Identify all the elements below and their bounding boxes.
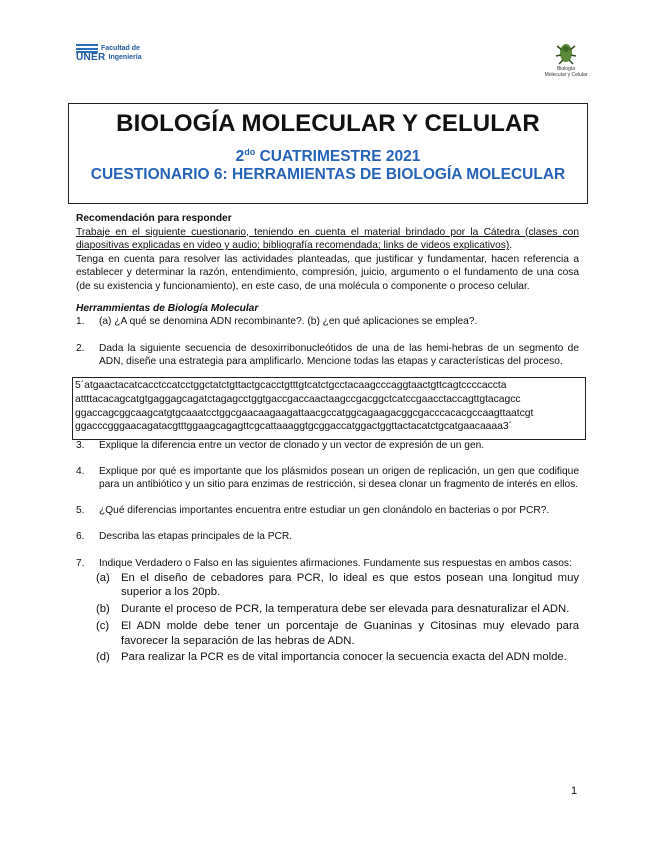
- semester-superscript: do: [244, 147, 256, 157]
- question-text: Indique Verdadero o Falso en las siguientes afirmaciones. Fundamente sus respuestas en ambos casos:: [99, 557, 572, 569]
- course-logo-line1: Biología: [556, 66, 576, 72]
- semester-rest: CUATRIMESTRE 2021: [255, 148, 421, 165]
- dna-sequence-box: [72, 377, 586, 440]
- logo-line1: Facultad de: [101, 45, 140, 52]
- section-title: Herrammientas de Biología Molecular: [76, 302, 259, 314]
- question-7: [76, 557, 579, 571]
- option-d: [96, 650, 579, 665]
- main-title: BIOLOGÍA MOLECULAR Y CELULAR: [116, 110, 540, 137]
- option-b: [96, 602, 579, 617]
- question-text: Explique por qué es importante que los plásmidos posean un origen de replicación, un gen que codifique para un antibiótico y un sitio para enzimas de restricción, si desea clonar un fragmento de interés en ellos.: [99, 465, 579, 491]
- question-number: 4.: [76, 465, 85, 477]
- option-label: (b): [96, 603, 110, 616]
- question-text: Dada la siguiente secuencia de desoxirribonucleótidos de una de las hemi-hebras de un segmento de ADN, diseñe una estrategia para amplificarlo. Mencione todas las etapas y características del proceso.: [99, 342, 579, 368]
- option-label: (a): [96, 571, 110, 584]
- logo-abbr: UNER: [76, 52, 106, 63]
- question-4: [76, 465, 579, 492]
- semester-number: 2: [235, 148, 245, 165]
- course-logo-line2: Molecular y Celular: [544, 72, 588, 78]
- recommendation-underlined-end: .: [509, 240, 513, 252]
- question-text: ¿Qué diferencias importantes encuentra entre estudiar un gen clonándolo en bacterias o por PCR?.: [99, 504, 550, 516]
- question-number: 5.: [76, 504, 85, 516]
- option-label: (c): [96, 619, 110, 632]
- question-6: [76, 530, 579, 544]
- title-box: [68, 103, 588, 204]
- course-logo: [536, 40, 596, 78]
- option-text: Durante el proceso de PCR, la temperatura debe ser elevada para desnaturalizar el ADN.: [121, 603, 570, 616]
- sequence-line-2: attttacacagcatgtgaggagcagatctagagcctggtgaccgaccaactaagccgacggctcatccgaacctaccagttgtacagcc: [75, 393, 521, 405]
- dna-bug-icon: [553, 40, 579, 66]
- recommendation-underlined: Trabaje en el siguiente cuestionario, teniendo en cuenta el material brindado por la Cátedra (clases con diapositivas explicadas en video y audio; bibliografía recomendada; links de videos explicativos): [76, 226, 579, 252]
- logo-line2: Ingeniería: [108, 54, 142, 61]
- recommendation-body: Tenga en cuenta para resolver las actividades planteadas, que justificar y fundamentar, hacen referencia a establecer y determinar la razón, entendimiento, compresión, juicio, argumento o el fundamento de una cosa (de su existencia y funcionamiento), en este caso, de una molécula o componente o proceso celular.: [76, 253, 579, 292]
- sequence-line-3: ggaccagcggcaagcatgtgcaaatcctggcgaacaagaagattaacgccatggcagaagacggcgacccacacgccaagttaatcgt: [75, 407, 534, 419]
- option-c: [96, 619, 579, 649]
- question-5: [76, 504, 579, 518]
- option-label: (d): [96, 651, 110, 664]
- option-text: El ADN molde debe tener un porcentaje de Guaninas y Citosinas muy elevado para favorecer la separación de las hebras de ADN.: [121, 619, 579, 647]
- question-number: 1.: [76, 316, 85, 328]
- question-1: [76, 315, 579, 329]
- question-2: [76, 342, 579, 369]
- question-number: 2.: [76, 342, 85, 354]
- option-a: [96, 571, 579, 601]
- question-number: 3.: [76, 439, 85, 451]
- question-number: 7.: [76, 557, 85, 569]
- recommendation-heading: Recomendación para responder: [76, 213, 232, 224]
- true-false-options: [96, 571, 579, 666]
- sequence-line-1: 5´atgaactacatcacctccatcctggctatctgttactgcacctgtttgtcatctgcctacaagcccaggtaactgttcagtccccaccta: [75, 380, 507, 391]
- quiz-title: CUESTIONARIO 6: HERRAMIENTAS DE BIOLOGÍA MOLECULAR: [90, 166, 566, 183]
- option-text: En el diseño de cebadores para PCR, lo ideal es que estos posean una longitud muy superior a los 20pb.: [121, 571, 579, 599]
- page-number: 1: [571, 785, 578, 797]
- recommendation-intro: [76, 226, 579, 253]
- faculty-logo: [76, 44, 142, 62]
- question-3: [76, 439, 579, 453]
- question-number: 6.: [76, 531, 85, 543]
- question-text: Explique la diferencia entre un vector de clonado y un vector de expresión de un gen.: [99, 439, 485, 451]
- semester-title: [69, 143, 587, 166]
- option-text: Para realizar la PCR es de vital importancia conocer la secuencia exacta del ADN molde.: [121, 651, 567, 664]
- question-text: Describa las etapas principales de la PCR.: [99, 531, 293, 543]
- sequence-line-4: ggacccgggaacagatacgtttggaagcagagttcgcattaaaggtgcggaccatggactggttactacatctgcatgaacaaaa3´: [75, 421, 513, 433]
- question-text: (a) ¿A qué se denomina ADN recombinante?. (b) ¿en qué aplicaciones se emplea?.: [99, 316, 478, 328]
